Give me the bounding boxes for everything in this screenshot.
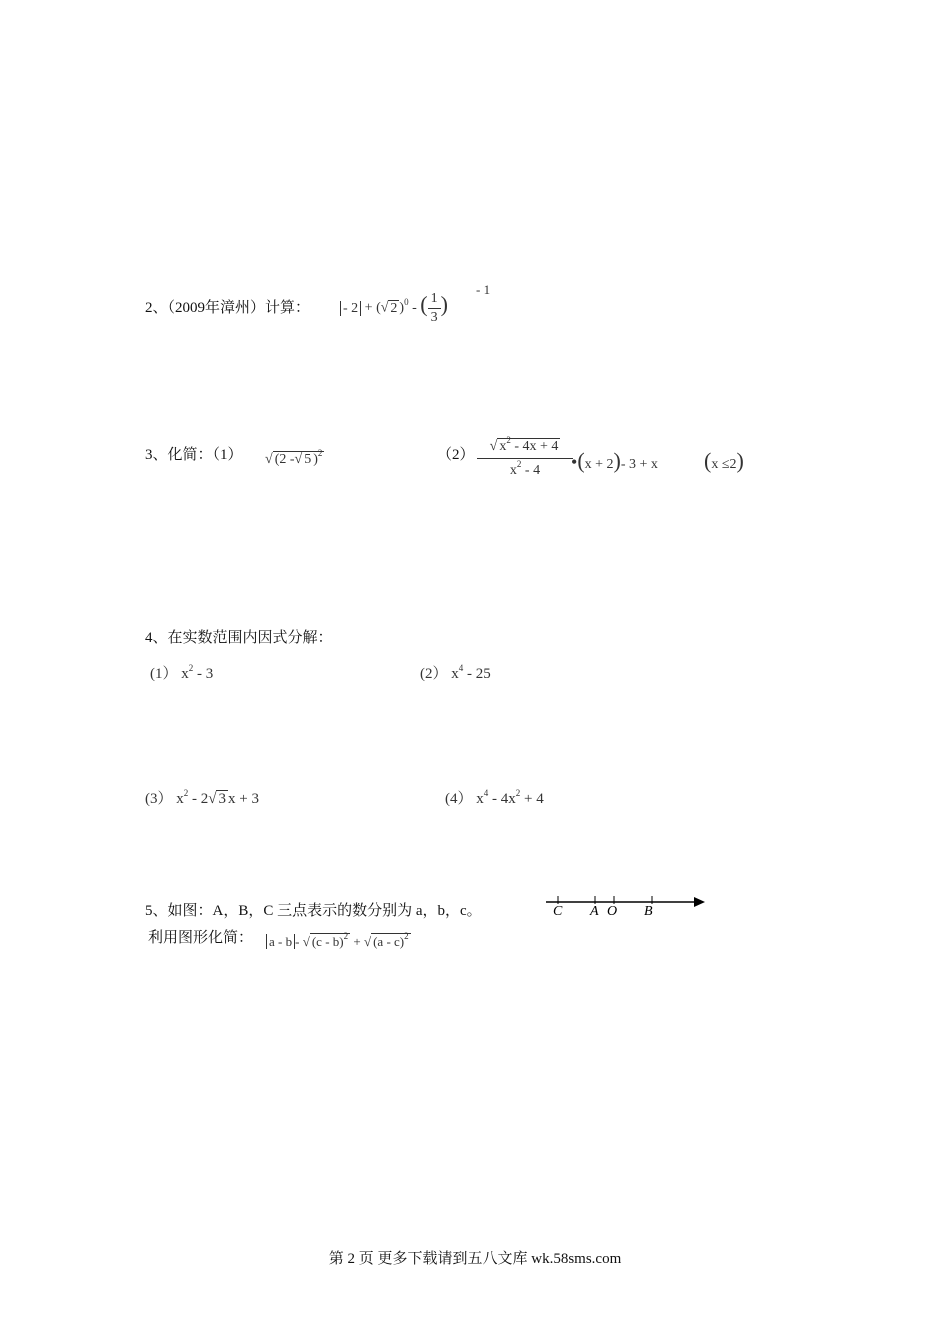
var: x: [451, 666, 459, 682]
radicand: [273, 448, 325, 467]
close-paren: ): [313, 452, 318, 467]
inner: (a - c): [373, 934, 405, 949]
exponent: 2: [404, 931, 409, 941]
question-3-label: 3、化简：（1）: [145, 447, 243, 463]
question-4-item-2: [420, 662, 491, 683]
item-label: (4）: [445, 791, 473, 807]
question-5-expression: [266, 931, 411, 950]
rest: - 3: [193, 666, 214, 682]
question-3-fraction: [477, 436, 573, 483]
abs-value: a - b: [266, 934, 295, 949]
exponent-neg-one: - 1: [476, 282, 491, 297]
exponent: 2: [183, 788, 189, 798]
exponent: 2: [343, 931, 349, 941]
item-label: (3）: [145, 791, 173, 807]
question-3-condition: [704, 450, 744, 473]
rest: - 4x + 4: [510, 439, 559, 454]
inner-radicand: 5: [304, 452, 312, 467]
plus-sign: +: [353, 934, 361, 949]
exponent: 2: [506, 435, 511, 445]
item-label: (1）: [150, 666, 178, 682]
var: x: [509, 463, 517, 478]
number-line: [540, 890, 710, 922]
sqrt-sign: √: [208, 791, 217, 807]
left-paren: (: [577, 448, 585, 473]
question-4-item-4: [445, 787, 544, 808]
radicand: [497, 435, 560, 454]
exponent: 2: [188, 663, 194, 673]
fraction-numerator: [477, 436, 573, 459]
exponent: 2: [516, 459, 522, 469]
point-o-label: O: [607, 904, 618, 919]
number-line-arrow: [694, 897, 705, 907]
abs-value: - 2: [340, 301, 361, 316]
var: x: [499, 439, 507, 454]
fraction-one-third: [428, 290, 441, 327]
rest: - 2: [188, 791, 209, 807]
question-3-part1: [265, 448, 324, 468]
var: x: [176, 791, 184, 807]
left-paren: (: [704, 448, 712, 473]
exponent: 4: [458, 663, 464, 673]
radicand: [310, 933, 350, 949]
radicand: 3: [218, 791, 226, 807]
right-paren: ): [736, 448, 744, 473]
condition-text: x ≤2: [711, 457, 737, 472]
point-a-label: A: [590, 904, 599, 919]
question-4-label: 4、在实数范围内因式分解：: [145, 630, 333, 646]
remainder: - 3 + x: [620, 457, 658, 472]
sqrt-sign: √: [363, 934, 372, 949]
left-paren: (: [420, 291, 428, 317]
question-2-label: 2、（2009年漳州）计算：: [145, 300, 311, 316]
inner-sqrt-sign: √: [294, 452, 303, 467]
rest: - 25: [463, 666, 491, 682]
question-5-label-2: 利用图形化简：: [148, 930, 254, 946]
page-footer: 第 2 页 更多下载请到五八文库 wk.58sms.com: [328, 1251, 622, 1267]
exponent: 4: [483, 788, 489, 798]
right-paren: ): [613, 448, 621, 473]
binomial: x + 2: [584, 457, 614, 472]
question-4-item-1: [150, 662, 213, 683]
radicand-start: (2 -: [274, 452, 295, 467]
sqrt-sign: √: [489, 439, 498, 454]
question-4-item-3: [145, 787, 259, 808]
point-b-label: B: [644, 904, 653, 919]
radicand: [371, 933, 411, 949]
plus-paren: + (: [364, 300, 381, 316]
fraction-denominator: [477, 459, 573, 483]
right-paren: ): [440, 291, 448, 317]
sqrt-sign: √: [380, 300, 389, 316]
var: x: [476, 791, 484, 807]
item-label: (2）: [420, 666, 448, 682]
question-5-label: 5、如图：A，B，C 三点表示的数分别为 a，b，c。: [145, 903, 482, 919]
tail: + 4: [520, 791, 544, 807]
middle: - 4x: [488, 791, 516, 807]
point-c-label: C: [553, 904, 563, 919]
minus-sign: -: [412, 300, 417, 316]
inner: (c - b): [311, 934, 344, 949]
sqrt-sign: √: [265, 452, 273, 467]
rest: - 4: [521, 463, 541, 478]
minus-sign: -: [295, 934, 300, 949]
question-2-expression: [340, 290, 448, 327]
exponent-zero: 0: [404, 296, 409, 307]
denominator: 3: [430, 310, 438, 325]
exponent: 2: [515, 788, 521, 798]
close-paren: ): [399, 300, 405, 316]
var: x: [181, 666, 189, 682]
tail: x + 3: [227, 791, 259, 807]
multiply-dot: •: [571, 452, 578, 472]
radicand: 2: [390, 300, 398, 316]
exponent: 2: [317, 448, 323, 458]
sqrt-sign: √: [302, 934, 310, 949]
question-3-part2-label: （2）: [437, 447, 475, 463]
numerator: 1: [428, 290, 441, 309]
question-3-tail: [571, 450, 658, 473]
